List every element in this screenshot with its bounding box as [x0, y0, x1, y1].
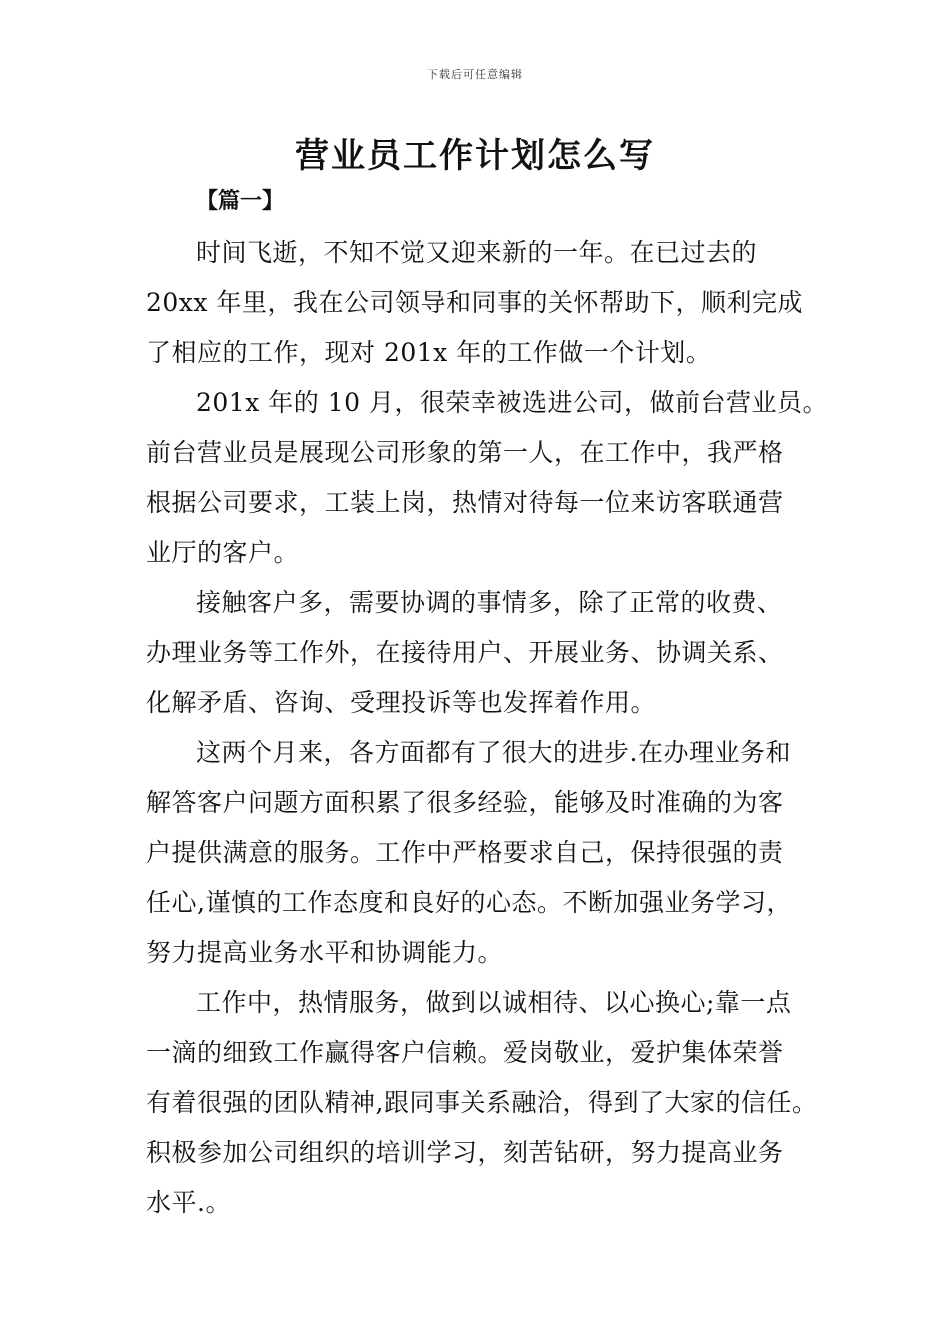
paragraph-line: 积极参加公司组织的培训学习，刻苦钻研，努力提高业务 — [146, 1138, 784, 1167]
paragraph-line: 根据公司要求，工装上岗，热情对待每一位来访客联通营 — [146, 488, 784, 517]
paragraph-line: 工作中，热情服务，做到以诚相待、以心换心;靠一点 — [196, 988, 792, 1017]
paragraph-line: 努力提高业务水平和协调能力。 — [146, 938, 504, 967]
paragraph-line: 一滴的细致工作赢得客户信赖。爱岗敬业，爱护集体荣誉 — [146, 1038, 784, 1067]
paragraph-line: 解答客户问题方面积累了很多经验，能够及时准确的为客 — [146, 788, 784, 817]
paragraph-line: 办理业务等工作外，在接待用户、开展业务、协调关系、 — [146, 638, 784, 667]
header-note: 下载后可任意编辑 — [427, 68, 523, 81]
section-label: 【篇一】 — [196, 189, 285, 214]
paragraph-line: 201x 年的 10 月，很荣幸被选进公司，做前台营业员。 — [196, 388, 828, 417]
paragraph-3 — [146, 578, 826, 728]
paragraph-4 — [146, 728, 826, 978]
document-body — [146, 228, 826, 1228]
paragraph-line: 前台营业员是展现公司形象的第一人，在工作中，我严格 — [146, 438, 784, 467]
paragraph-line: 任心,谨慎的工作态度和良好的心态。不断加强业务学习， — [146, 888, 792, 917]
paragraph-line: 接触客户多，需要协调的事情多，除了正常的收费、 — [196, 588, 783, 617]
paragraph-line: 了相应的工作，现对 201x 年的工作做一个计划。 — [146, 338, 712, 367]
paragraph-line: 这两个月来，各方面都有了很大的进步.在办理业务和 — [196, 738, 791, 767]
paragraph-1 — [146, 228, 826, 378]
paragraph-5 — [146, 978, 826, 1228]
paragraph-line: 水平.。 — [146, 1188, 231, 1217]
document-title: 营业员工作计划怎么写 — [295, 136, 655, 176]
paragraph-line: 时间飞逝，不知不觉又迎来新的一年。在已过去的 — [196, 238, 758, 267]
paragraph-line: 有着很强的团队精神,跟同事关系融洽，得到了大家的信任。 — [146, 1088, 818, 1117]
paragraph-line: 20xx 年里，我在公司领导和同事的关怀帮助下，顺利完成 — [146, 288, 803, 317]
paragraph-line: 化解矛盾、咨询、受理投诉等也发挥着作用。 — [146, 688, 657, 717]
paragraph-line: 业厅的客户。 — [146, 538, 300, 567]
paragraph-2 — [146, 378, 826, 578]
paragraph-line: 户提供满意的服务。工作中严格要求自己，保持很强的责 — [146, 838, 784, 867]
